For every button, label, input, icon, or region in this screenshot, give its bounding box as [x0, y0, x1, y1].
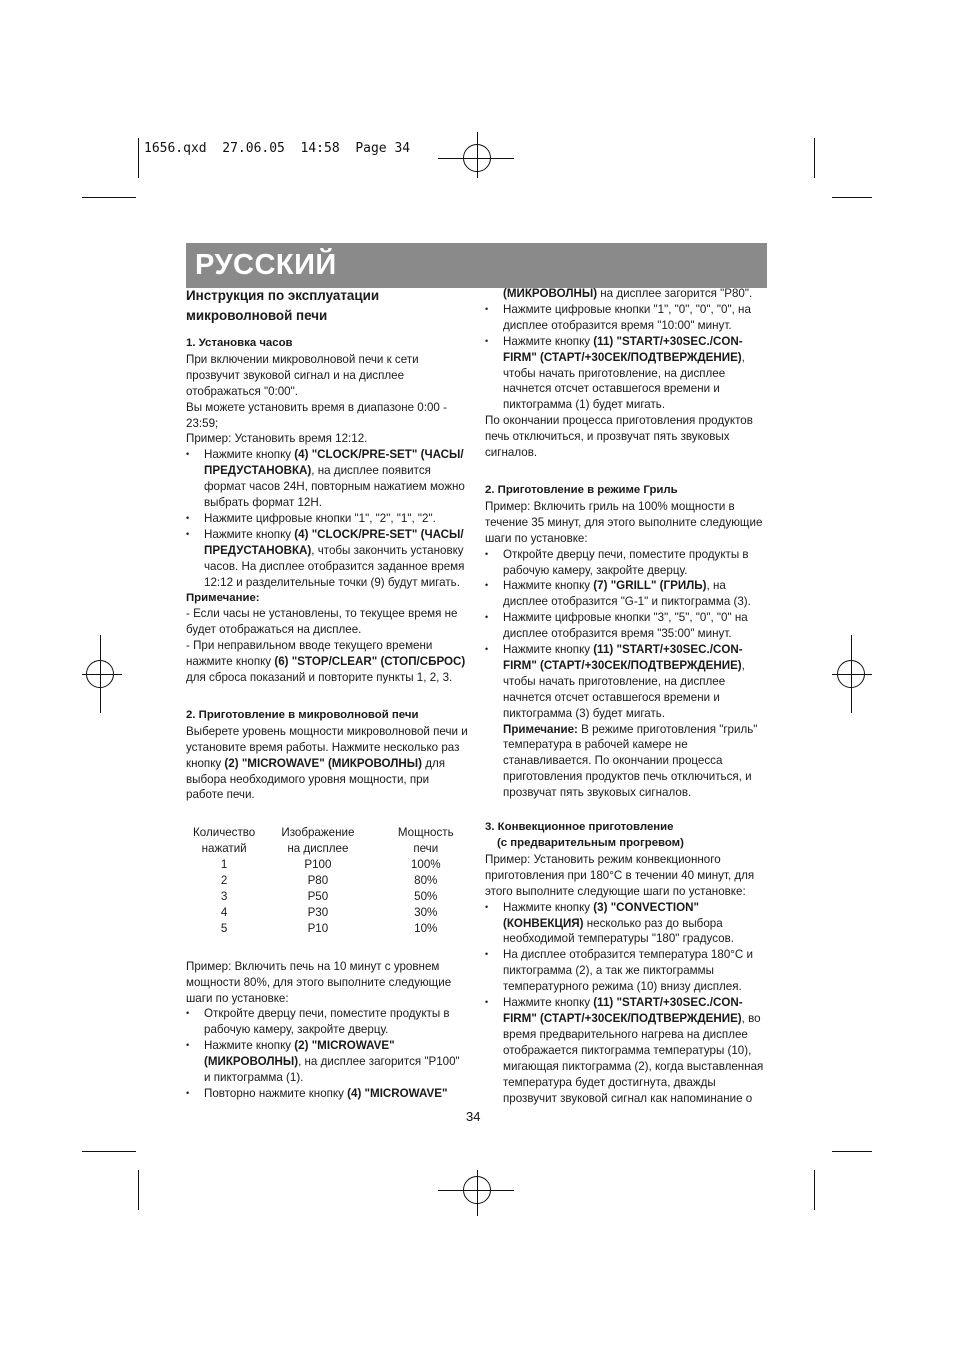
list-item: • Нажмите кнопку (11) "START/+30SEC./CON-FIRM" (СТАРТ/+30СЕК/ПОДТВЕРЖДЕНИЕ), чтобы начать приготовление, на дисплее начнется отсчет оставшегося времени и пиктограмма (1) будет мигать. [485, 334, 769, 414]
paragraph: По окончании процесса приготовления продуктов печь отключиться, и прозвучат пять звуковых сигналов. [485, 414, 753, 460]
paragraph: Выберете уровень мощности микроволновой печи и установите время работы. Нажмите несколько раз кнопку (2) "MICROWAVE" (МИКРОВОЛНЫ) для выбора необходимого уровня мощности, при работе печи. [186, 724, 468, 802]
table-cell: P30 [307, 905, 329, 919]
doc-title-line: Инструкция по эксплуатации [186, 288, 380, 303]
section-title: 3. Конвекционное приготовление [485, 821, 674, 834]
note: Примечание: В режиме приготовления "гриль" температура в рабочей камере не станавливается. По окончании процесса приготовления продуктов печь отключиться, и прозвучат пять звуковых сигналов. [503, 722, 758, 800]
crop-mark [832, 1151, 872, 1152]
bullet-list [485, 900, 769, 1107]
table-row [186, 905, 468, 921]
paragraph: Вы можете установить время в диапазоне 0:00 - 23:59; [186, 400, 447, 430]
note-title: Примечание: [186, 591, 260, 604]
table-cell: 3 [220, 890, 228, 903]
power-level-table [186, 825, 468, 936]
table-row [186, 857, 468, 873]
paragraph: Пример: Включить печь на 10 минут с уровнем мощности 80%, для этого выполните следующие шаги по установке: [186, 959, 452, 1005]
left-column [186, 286, 468, 1102]
registration-circle [463, 144, 491, 172]
paragraph: При включении микроволновой печи к сети прозвучит звуковой сигнал и на дисплее отображаться "0:00". [186, 352, 419, 398]
list-item: • Нажмите цифровые кнопки "1", "2", "1", "2". [186, 511, 468, 527]
section-subtitle: (с предварительным прогревом) [497, 837, 684, 849]
crop-mark [138, 1170, 139, 1210]
table-header: Изображение на дисплее [281, 826, 355, 856]
table-cell: P100 [304, 858, 332, 872]
doc-title [186, 286, 468, 326]
table-cell: 80% [414, 874, 438, 888]
bullet-list [485, 547, 769, 722]
table-row [186, 921, 468, 937]
list-item: • Нажмите кнопку (4) "CLOCK/PRE-SET" (ЧАСЫ/ПРЕДУСТАНОВКА), чтобы закончить установку часов. На дисплее отобразится заданное время 12:12 и разделительные точки (9) будут мигать. [186, 527, 468, 591]
table-header: Количество нажатий [193, 826, 256, 856]
table-cell: 5 [220, 921, 228, 935]
print-slug: 1656.qxd 27.06.05 14:58 Page 34 [144, 141, 411, 156]
table-cell: 10% [414, 921, 438, 935]
list-item: • Откройте дверцу печи, поместите продукты в рабочую камеру, закройте дверцу. [485, 547, 769, 579]
table-cell: P80 [307, 874, 329, 888]
table-cell: P10 [307, 921, 329, 935]
bullet-list [186, 447, 468, 590]
list-item: • Нажмите кнопку (3) "CONVECTION" (КОНВЕКЦИЯ) несколько раз до выбора необходимой температуры "180" градусов. [485, 900, 769, 948]
paragraph: Пример: Установить время 12:12. [186, 432, 368, 446]
list-item: • Нажмите кнопку (4) "CLOCK/PRE-SET" (ЧАСЫ/ПРЕДУСТАНОВКА), на дисплее появится формат часов 24H, повторным нажатием можно выбрать формат 12H. [186, 447, 468, 511]
page-number: 34 [466, 1109, 481, 1124]
section-title: 2. Приготовление в микроволновой печи [186, 708, 419, 721]
registration-circle [86, 660, 114, 688]
doc-title-line: микроволновой печи [186, 308, 328, 323]
table-cell: P50 [307, 890, 329, 903]
list-item-continuation: (МИКРОВОЛНЫ) на дисплее загорится "P80". [503, 287, 753, 300]
table-cell: 100% [410, 858, 441, 872]
crop-mark [814, 138, 815, 178]
section-title: 2. Приготовление в режиме Гриль [485, 483, 678, 496]
table-cell: 4 [220, 905, 228, 919]
language-title: РУССКИЙ [195, 249, 337, 281]
bullet-list [485, 302, 769, 413]
list-item: • Нажмите кнопку (11) "START/+30SEC./CON-FIRM" (СТАРТ/+30СЕК/ПОДТВЕРЖДЕНИЕ), чтобы начать приготовление, на дисплее начнется отсчет оставшегося времени и пиктограмма (3) будет мигать. [485, 642, 769, 722]
crop-mark [814, 1170, 815, 1210]
language-banner [186, 243, 767, 288]
registration-circle [837, 660, 865, 688]
crop-mark [138, 138, 139, 178]
list-item: • Нажмите цифровые кнопки "3", "5", "0", "0" на дисплее отобразится время "35:00" минут. [485, 610, 769, 642]
section-title: 1. Установка часов [186, 337, 293, 349]
note-line: - При неправильном вводе текущего времени нажмите кнопку (6) "STOP/CLEAR" (СТОП/СБРОС) для сброса показаний и повторите пункты 1, 2, 3. [186, 639, 466, 685]
right-column [485, 286, 769, 1106]
list-item: • Нажмите кнопку (11) "START/+30SEC./CON-FIRM" (СТАРТ/+30СЕК/ПОДТВЕРЖДЕНИЕ), во время предварительного нагрева на дисплее отображается пиктограмма температуры (10), мигающая пиктограмма (2), когда выставленная температура будет достигнута, дважды прозвучит звуковой сигнал как напоминание о [485, 995, 769, 1106]
table-cell: 30% [414, 905, 438, 919]
list-item: • Повторно нажмите кнопку (4) "MICROWAVE" [186, 1086, 468, 1102]
crop-mark [82, 1151, 136, 1152]
table-row [186, 889, 468, 905]
list-item: • Нажмите цифровые кнопки "1", "0", "0", "0", на дисплее отобразится время "10:00" минут. [485, 302, 769, 334]
list-item: • Нажмите кнопку (7) "GRILL" (ГРИЛЬ), на дисплее отобразится "G-1" и пиктограмма (3). [485, 578, 769, 610]
table-row [186, 873, 468, 889]
list-item: • Нажмите кнопку (2) "MICROWAVE" (МИКРОВОЛНЫ), на дисплее загорится "P100" и пиктограмма (1). [186, 1038, 468, 1086]
table-cell: 1 [220, 858, 228, 872]
list-item: • На дисплее отобразится температура 180°C и пиктограмма (2), а так же пиктограммы температурного режима (10) внизу дисплея. [485, 947, 769, 995]
table-cell: 50% [414, 890, 438, 903]
registration-circle [463, 1176, 491, 1204]
note-line: - Если часы не установлены, то текущее время не будет отображаться на дисплее. [186, 607, 458, 637]
bullet-list [186, 1006, 468, 1101]
paragraph: Пример: Включить гриль на 100% мощности в течение 35 минут, для этого выполните следующие шаги по установке: [485, 499, 763, 545]
paragraph: Пример: Установить режим конвекционного приготовления при 180°C в течении 40 минут, для этого выполните следующие шаги по установке: [485, 852, 755, 898]
list-item: • Откройте дверцу печи, поместите продукты в рабочую камеру, закройте дверцу. [186, 1006, 468, 1038]
crop-mark [832, 197, 872, 198]
table-header: Мощность печи [397, 826, 454, 856]
table-cell: 2 [220, 874, 228, 888]
crop-mark [82, 197, 136, 198]
